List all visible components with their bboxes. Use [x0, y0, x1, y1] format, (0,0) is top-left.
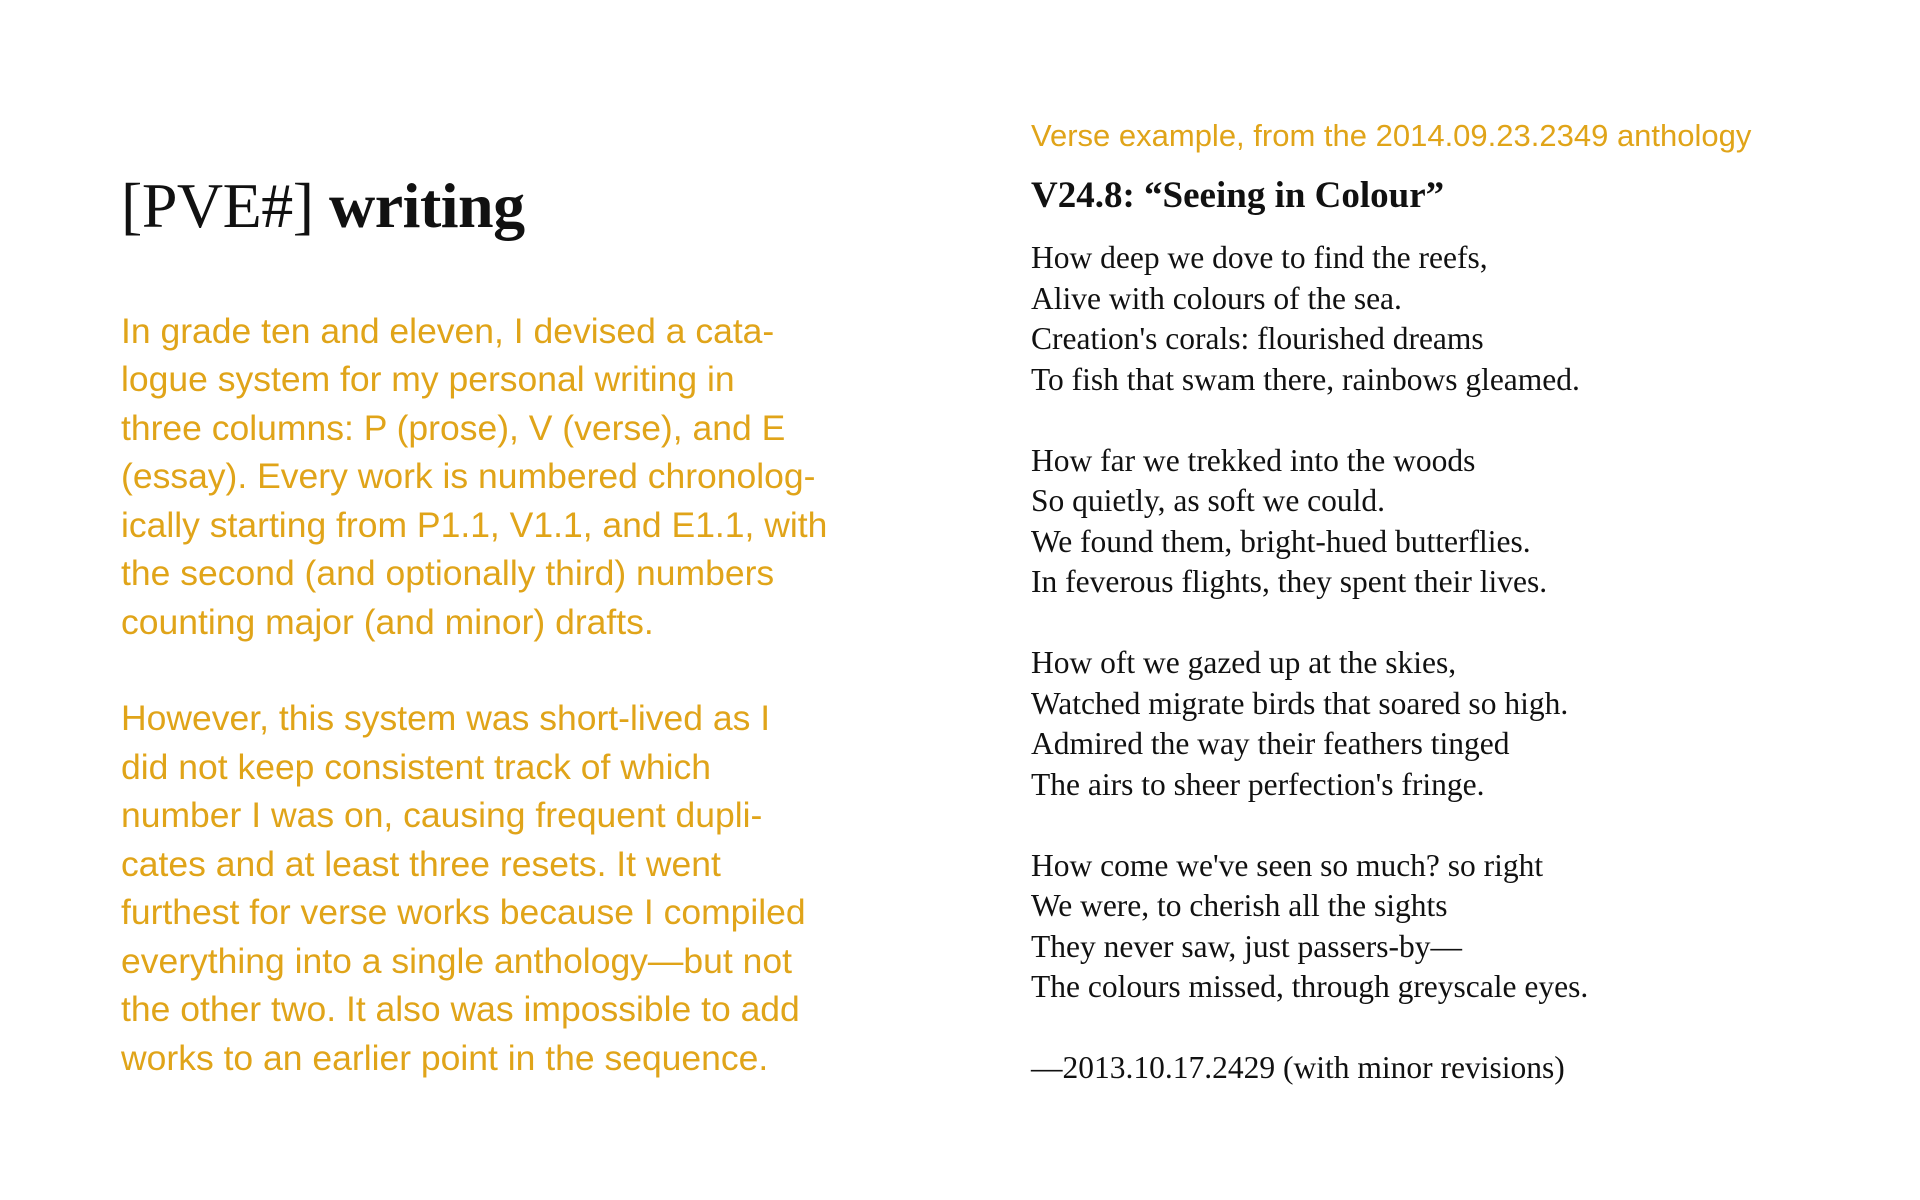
verse-line: We were, to cherish all the sights [1031, 888, 1448, 923]
example-caption: Verse example, from the 2014.09.23.2349 anthology [1031, 118, 1752, 153]
verse-example-column [1031, 116, 1891, 1089]
stanza-4 [1031, 846, 1891, 1008]
stanza-2 [1031, 441, 1891, 603]
verse-line: In feverous flights, they spent their lives. [1031, 564, 1548, 599]
verse-line: Creation's corals: flourished dreams [1031, 321, 1484, 356]
verse-line: The airs to sheer perfection's fringe. [1031, 766, 1485, 802]
verse-line: How come we've seen so much? so right [1031, 847, 1544, 883]
verse-line: So quietly, as soft we could. [1031, 483, 1386, 518]
verse-line: Admired the way their feathers tinged [1031, 726, 1510, 761]
verse-line: How deep we dove to find the reefs, [1031, 240, 1488, 275]
page-title-bracket: [PVE#] [121, 170, 314, 241]
page-title-word: writing [329, 170, 525, 241]
intro-column [121, 168, 921, 1082]
verse-line: How oft we gazed up at the skies, [1031, 645, 1457, 680]
page-title [121, 168, 921, 245]
verse-line: To fish that swam there, rainbows gleamed. [1031, 361, 1580, 397]
stanza-1 [1031, 238, 1891, 400]
verse-line: The colours missed, through greyscale eyes. [1031, 969, 1589, 1004]
verse-line: Alive with colours of the sea. [1031, 280, 1402, 316]
stanza-3 [1031, 643, 1891, 805]
verse-line: They never saw, just passers-by— [1031, 928, 1462, 964]
intro-paragraph-1: In grade ten and eleven, I devised a cata- logue system for my personal writing in three columns: P (prose), V (verse), and E (essay). Every work is numbered chronolog- ically starting from P1.1, V1.1, and E1.1, with the second (and optionally third) numbers counting major (and minor) drafts. [121, 310, 828, 642]
intro-paragraph-2: However, this system was short-lived as I did not keep consistent track of which number I was on, causing frequent dupli- cates and at least three resets. It went furthest for verse works because I compiled everything into a single anthology—but not the other two. It also was impossible to add works to an earlier point in the sequence. [121, 698, 806, 1078]
poem-title: V24.8: “Seeing in Colour” [1031, 175, 1445, 216]
verse-line: We found them, bright-hued butterflies. [1031, 523, 1531, 559]
poem-attribution: —2013.10.17.2429 (with minor revisions) [1031, 1050, 1565, 1085]
verse-line: Watched migrate birds that soared so high. [1031, 685, 1569, 721]
verse-line: How far we trekked into the woods [1031, 442, 1476, 478]
